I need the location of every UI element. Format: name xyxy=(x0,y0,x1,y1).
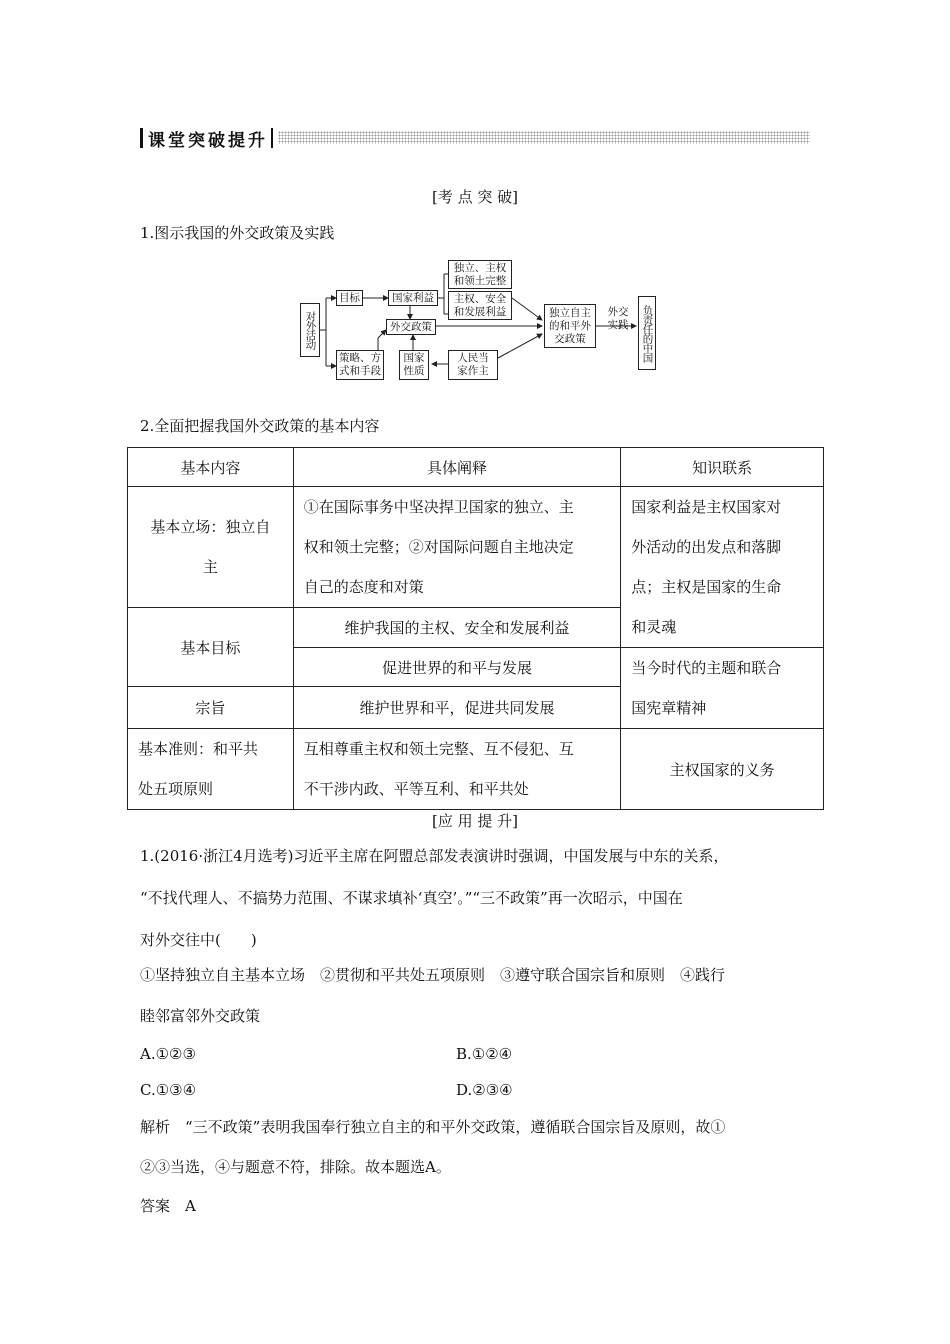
policy-content-table xyxy=(127,447,824,810)
renmin-line2: 家作主 xyxy=(457,365,489,377)
cell-r2-c3 xyxy=(621,648,824,729)
xingzhi-line2: 性质 xyxy=(403,365,425,377)
box-duiwai-huodong: 对外活动 xyxy=(300,303,320,357)
r4c2-line1: 互相尊重主权和领土完整、互不侵犯、互 xyxy=(303,740,574,758)
shijian-line1: 外交 xyxy=(607,306,629,318)
cell-r4-c2 xyxy=(293,729,620,810)
r1c3-line2: 外活动的出发点和落脚 xyxy=(631,538,782,556)
table-row xyxy=(128,487,824,608)
question-line2: “不找代理人、不搞势力范围、不谋求填补‘真空’。”“三不政策”再一次昭示，中国在 xyxy=(140,889,683,907)
r1c2-line2: 权和领土完整；②对国际问题自主地决定 xyxy=(303,538,574,556)
r4c2-line2: 不干涉内政、平等互利、和平共处 xyxy=(303,780,529,798)
header-divider xyxy=(271,128,273,148)
cell-r2-c1: 基本目标 xyxy=(128,608,294,687)
heading-yingyong: [应 用 提 升] xyxy=(431,812,518,830)
cell-r4-c3: 主权国家的义务 xyxy=(621,729,824,810)
zizhu-line2: 的和平外 xyxy=(549,319,591,332)
analysis-line1: 解析 “三不政策”表明我国奉行独立自主的和平外交政策，遵循联合国宗旨及原则，故① xyxy=(140,1118,726,1136)
foreign-policy-diagram xyxy=(298,258,660,384)
section-title: 课堂突破提升 xyxy=(148,131,268,151)
zhuquan-line2: 和发展利益 xyxy=(453,305,507,318)
cell-r4-c1 xyxy=(128,729,294,810)
answer-line: 答案 A xyxy=(140,1197,196,1215)
r2c3-line1: 当今时代的主题和联合 xyxy=(631,659,782,677)
header-juti-chanshi: 具体阐释 xyxy=(293,448,620,487)
item1-title: 1.图示我国的外交政策及实践 xyxy=(140,224,335,242)
options-line2: 睦邻富邻外交政策 xyxy=(140,1007,261,1025)
box-mubiao: 目标 xyxy=(336,290,363,306)
question-line3: 对外交往中( ) xyxy=(140,931,257,949)
item2-title: 2.全面把握我国外交政策的基本内容 xyxy=(140,417,380,435)
zizhu-line1: 独立自主 xyxy=(549,306,591,319)
header-left-rule xyxy=(140,128,143,148)
box-fuzeren-zhongguo: 负责任的中国 xyxy=(638,296,656,370)
choice-d[interactable]: D.②③④ xyxy=(456,1081,513,1099)
celue-line2: 式和手段 xyxy=(339,365,381,377)
box-zhuquan-anquan xyxy=(448,291,512,320)
box-renmin-dangjia xyxy=(448,350,498,380)
choice-c[interactable]: C.①③④ xyxy=(140,1081,197,1099)
r4c1-line1: 基本准则：和平共 xyxy=(138,740,259,758)
section-header xyxy=(140,126,810,150)
r2c3-line2: 国宪章精神 xyxy=(631,699,707,717)
xingzhi-line1: 国家 xyxy=(403,352,425,364)
cell-r2-c2a: 维护我国的主权、安全和发展利益 xyxy=(293,608,620,648)
zhuquan-line1: 主权、安全 xyxy=(453,292,507,305)
question-line1: 1.(2016·浙江4月选考)习近平主席在阿盟总部发表演讲时强调，中国发展与中东的关系， xyxy=(140,847,729,865)
choice-a[interactable]: A.①②③ xyxy=(140,1045,196,1063)
cell-r1-c1 xyxy=(128,487,294,608)
r1c2-line1: ①在国际事务中坚决捍卫国家的独立、主 xyxy=(303,498,574,516)
header-jiben-neirong: 基本内容 xyxy=(128,448,294,487)
box-guojia-liyi: 国家利益 xyxy=(388,290,438,306)
box-duli-zizhu-zhengce xyxy=(544,304,596,348)
header-zhishi-lianxi: 知识联系 xyxy=(621,448,824,487)
cell-r2-c2b: 促进世界的和平与发展 xyxy=(293,648,620,687)
r1c3-line4: 和灵魂 xyxy=(631,618,677,636)
box-guojia-xingzhi xyxy=(399,350,429,380)
celue-line1: 策略、方 xyxy=(339,352,381,364)
duli-line1: 独立、主权 xyxy=(453,261,507,274)
duli-line2: 和领土完整 xyxy=(453,274,507,287)
cell-r1-c3 xyxy=(621,487,824,648)
r1c1-line1: 基本立场：独立自 xyxy=(150,518,271,536)
box-waijiao-zhengce: 外交政策 xyxy=(386,319,436,335)
analysis-line2: ②③当选，④与题意不符，排除。故本题选A。 xyxy=(140,1158,451,1176)
table-header-row xyxy=(128,448,824,487)
cell-r3-c1: 宗旨 xyxy=(128,687,294,729)
box-celue xyxy=(336,350,384,380)
r1c2-line3: 自己的态度和对策 xyxy=(303,578,424,596)
zizhu-line3: 交政策 xyxy=(554,332,586,345)
cell-r1-c2 xyxy=(293,487,620,608)
r1c1-line2: 主 xyxy=(202,558,218,576)
r4c1-line2: 处五项原则 xyxy=(138,780,214,798)
options-line1: ①坚持独立自主基本立场 ②贯彻和平共处五项原则 ③遵守联合国宗旨和原则 ④践行 xyxy=(140,966,726,984)
table-row xyxy=(128,729,824,810)
heading-kaodian: [考 点 突 破] xyxy=(431,188,518,206)
choice-b[interactable]: B.①②④ xyxy=(456,1045,513,1063)
shijian-line2: 实践 xyxy=(607,319,629,331)
header-dotted-fill xyxy=(278,131,810,144)
r1c3-line1: 国家利益是主权国家对 xyxy=(631,498,782,516)
box-duli-zhuquan xyxy=(448,260,512,289)
cell-r3-c2: 维护世界和平，促进共同发展 xyxy=(293,687,620,729)
renmin-line1: 人民当 xyxy=(457,352,489,364)
label-waijiao-shijian xyxy=(601,306,635,332)
r1c3-line3: 点；主权是国家的生命 xyxy=(631,578,782,596)
